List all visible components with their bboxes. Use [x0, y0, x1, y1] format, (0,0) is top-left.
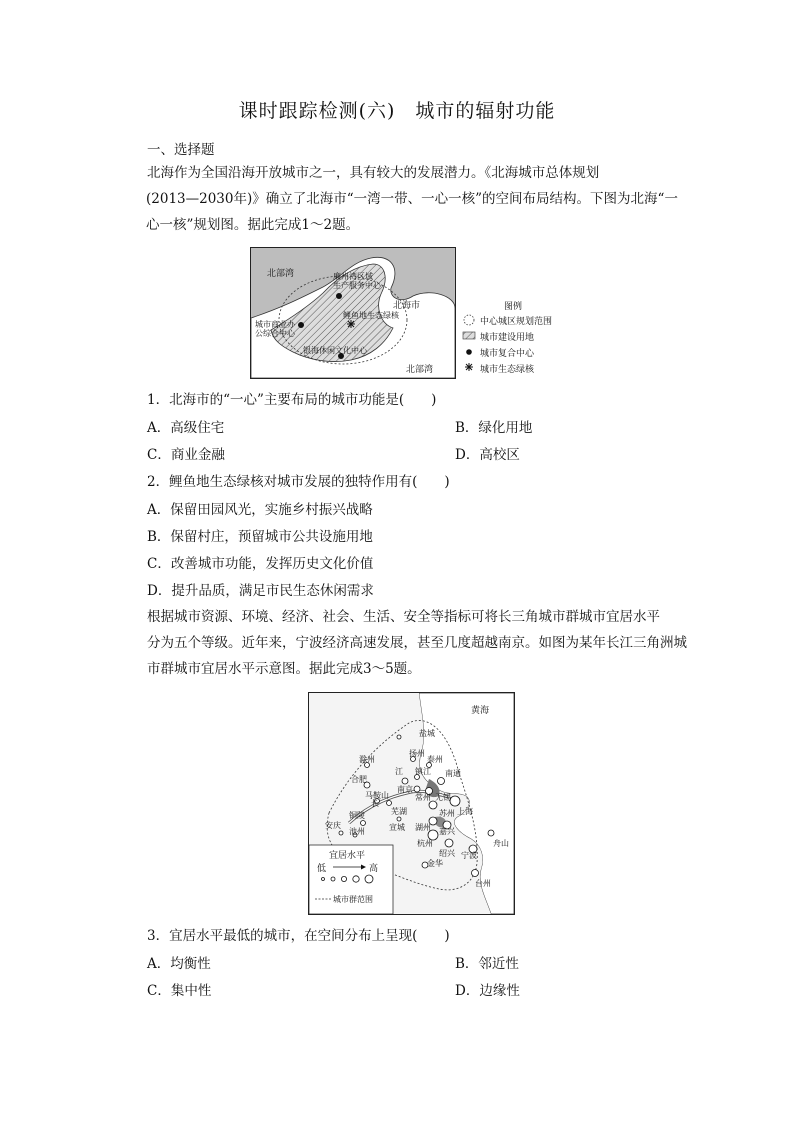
legend-item-1: 中心城区规划范围 [480, 317, 553, 327]
label-leisure-center: 银海休闲文化中心 [303, 346, 367, 355]
label-beihai-city: 北海市 [393, 301, 421, 311]
intro1-line2: (2013—2030年)》确立了北海市“一湾一带、一心一核”的空间布局结构。下图为北海“一 [146, 191, 678, 207]
q2-option-d: D．提升品质，满足市民生态休闲需求 [147, 583, 374, 599]
q1-option-a: A．高级住宅 [147, 420, 225, 436]
beihai-map [250, 247, 456, 379]
label-lianzhou-1: 廉州湾区域 [333, 272, 373, 281]
label-lianzhou-2: 生产服务中心 [333, 281, 381, 290]
beihai-map-figure [250, 247, 580, 379]
page-title: 课时跟踪检测(六) 城市的辐射功能 [238, 100, 556, 122]
intro2-line3: 市群城市宜居水平示意图。据此完成3～5题。 [147, 661, 421, 677]
label-eco-core: 鲤鱼地生态绿核 [343, 311, 399, 320]
intro2-line2: 分为五个等级。近年来，宁波经济高速发展，甚至几度超越南京。如图为某年长江三角洲城 [147, 635, 687, 651]
city-huzhou: 湖州 [415, 823, 431, 832]
city-yangzhou: 扬州 [409, 749, 425, 758]
q3-option-b: B．邻近性 [455, 956, 519, 972]
label-beibuwan-top: 北部湾 [267, 269, 295, 279]
label-commerce-2: 公综合中心 [255, 329, 295, 338]
q3-stem: 3．宜居水平最低的城市，在空间分布上呈现( ) [147, 928, 450, 944]
legend2-range: 城市群范围 [333, 895, 373, 904]
q2-option-c: C．改善城市功能，发挥历史文化价值 [147, 556, 374, 572]
beihai-legend [462, 299, 580, 379]
legend-item-3: 城市复合中心 [480, 349, 535, 359]
city-tongling: 铜陵 [349, 811, 365, 820]
legend-title: 图例 [504, 302, 523, 312]
city-hefei: 合肥 [351, 775, 367, 784]
legend2-title: 宜居水平 [329, 851, 366, 861]
city-shaoxing: 绍兴 [439, 849, 455, 858]
city-chuzhou: 滁州 [359, 755, 375, 764]
q2-option-a: A．保留田园风光，实施乡村振兴战略 [147, 502, 373, 518]
intro1-line1: 北海作为全国沿海开放城市之一，具有较大的发展潜力。《北海城市总体规划 [147, 165, 600, 181]
q1-option-b: B．绿化用地 [455, 420, 533, 436]
label-beibuwan-bottom: 北部湾 [406, 365, 434, 375]
legend-item-4: 城市生态绿核 [480, 365, 535, 375]
city-suzhou: 苏州 [439, 809, 455, 818]
section-heading: 一、选择题 [147, 142, 215, 158]
intro1-line3: 心一核”规划图。据此完成1～2题。 [146, 217, 360, 233]
city-shanghai: 上海 [457, 807, 473, 816]
intro-passage-2 [147, 604, 687, 682]
label-sea: 黄海 [471, 706, 490, 716]
city-yancheng: 盐城 [419, 729, 435, 738]
city-taizhou-zj: 台州 [475, 879, 491, 888]
legend2-high: 高 [369, 864, 379, 874]
city-xuancheng: 宣城 [389, 823, 405, 832]
city-taizhou-js: 泰州 [427, 755, 443, 764]
label-commerce-1: 城市商业办 [255, 320, 295, 329]
q2-option-b: B．保留村庄，预留城市公共设施用地 [147, 529, 373, 545]
river-label-1: 江 [395, 767, 403, 776]
city-jinhua: 金华 [427, 859, 443, 868]
q3-option-a: A．均衡性 [147, 956, 211, 972]
city-zhoushan: 舟山 [493, 839, 509, 848]
q2-stem: 2．鲤鱼地生态绿核对城市发展的独特作用有( ) [147, 474, 450, 490]
city-anqing: 安庆 [325, 821, 341, 830]
city-maanshan: 马鞍山 [365, 791, 389, 800]
legend-item-2: 城市建设用地 [480, 333, 535, 343]
city-zhenjiang: 镇江 [415, 767, 431, 776]
intro-passage-1 [146, 160, 678, 238]
city-chizhou: 池州 [349, 827, 365, 836]
city-nantong: 南通 [445, 769, 461, 778]
intro2-line1: 根据城市资源、环境、经济、社会、生活、安全等指标可将长三角城市群城市宜居水平 [147, 609, 660, 625]
legend-symbols [462, 314, 478, 378]
q3-option-c: C．集中性 [147, 983, 212, 999]
legend2-low: 低 [317, 864, 327, 874]
city-ningbo: 宁波 [461, 851, 477, 860]
q1-option-c: C．商业金融 [147, 447, 225, 463]
q1-option-d: D．高校区 [455, 447, 520, 463]
city-nanjing: 南京 [397, 785, 413, 794]
city-jiaxing: 嘉兴 [439, 827, 455, 836]
city-wuhu: 芜湖 [391, 807, 407, 816]
river-label-2: 长 [371, 799, 379, 808]
city-hangzhou: 杭州 [417, 839, 433, 848]
q1-stem: 1．北海市的“一心”主要布局的城市功能是( ) [147, 392, 437, 408]
q3-option-d: D．边缘性 [455, 983, 520, 999]
city-changzhou: 常州 [415, 793, 431, 802]
city-wuxi: 无锡 [435, 793, 451, 802]
yrd-map [308, 692, 515, 915]
